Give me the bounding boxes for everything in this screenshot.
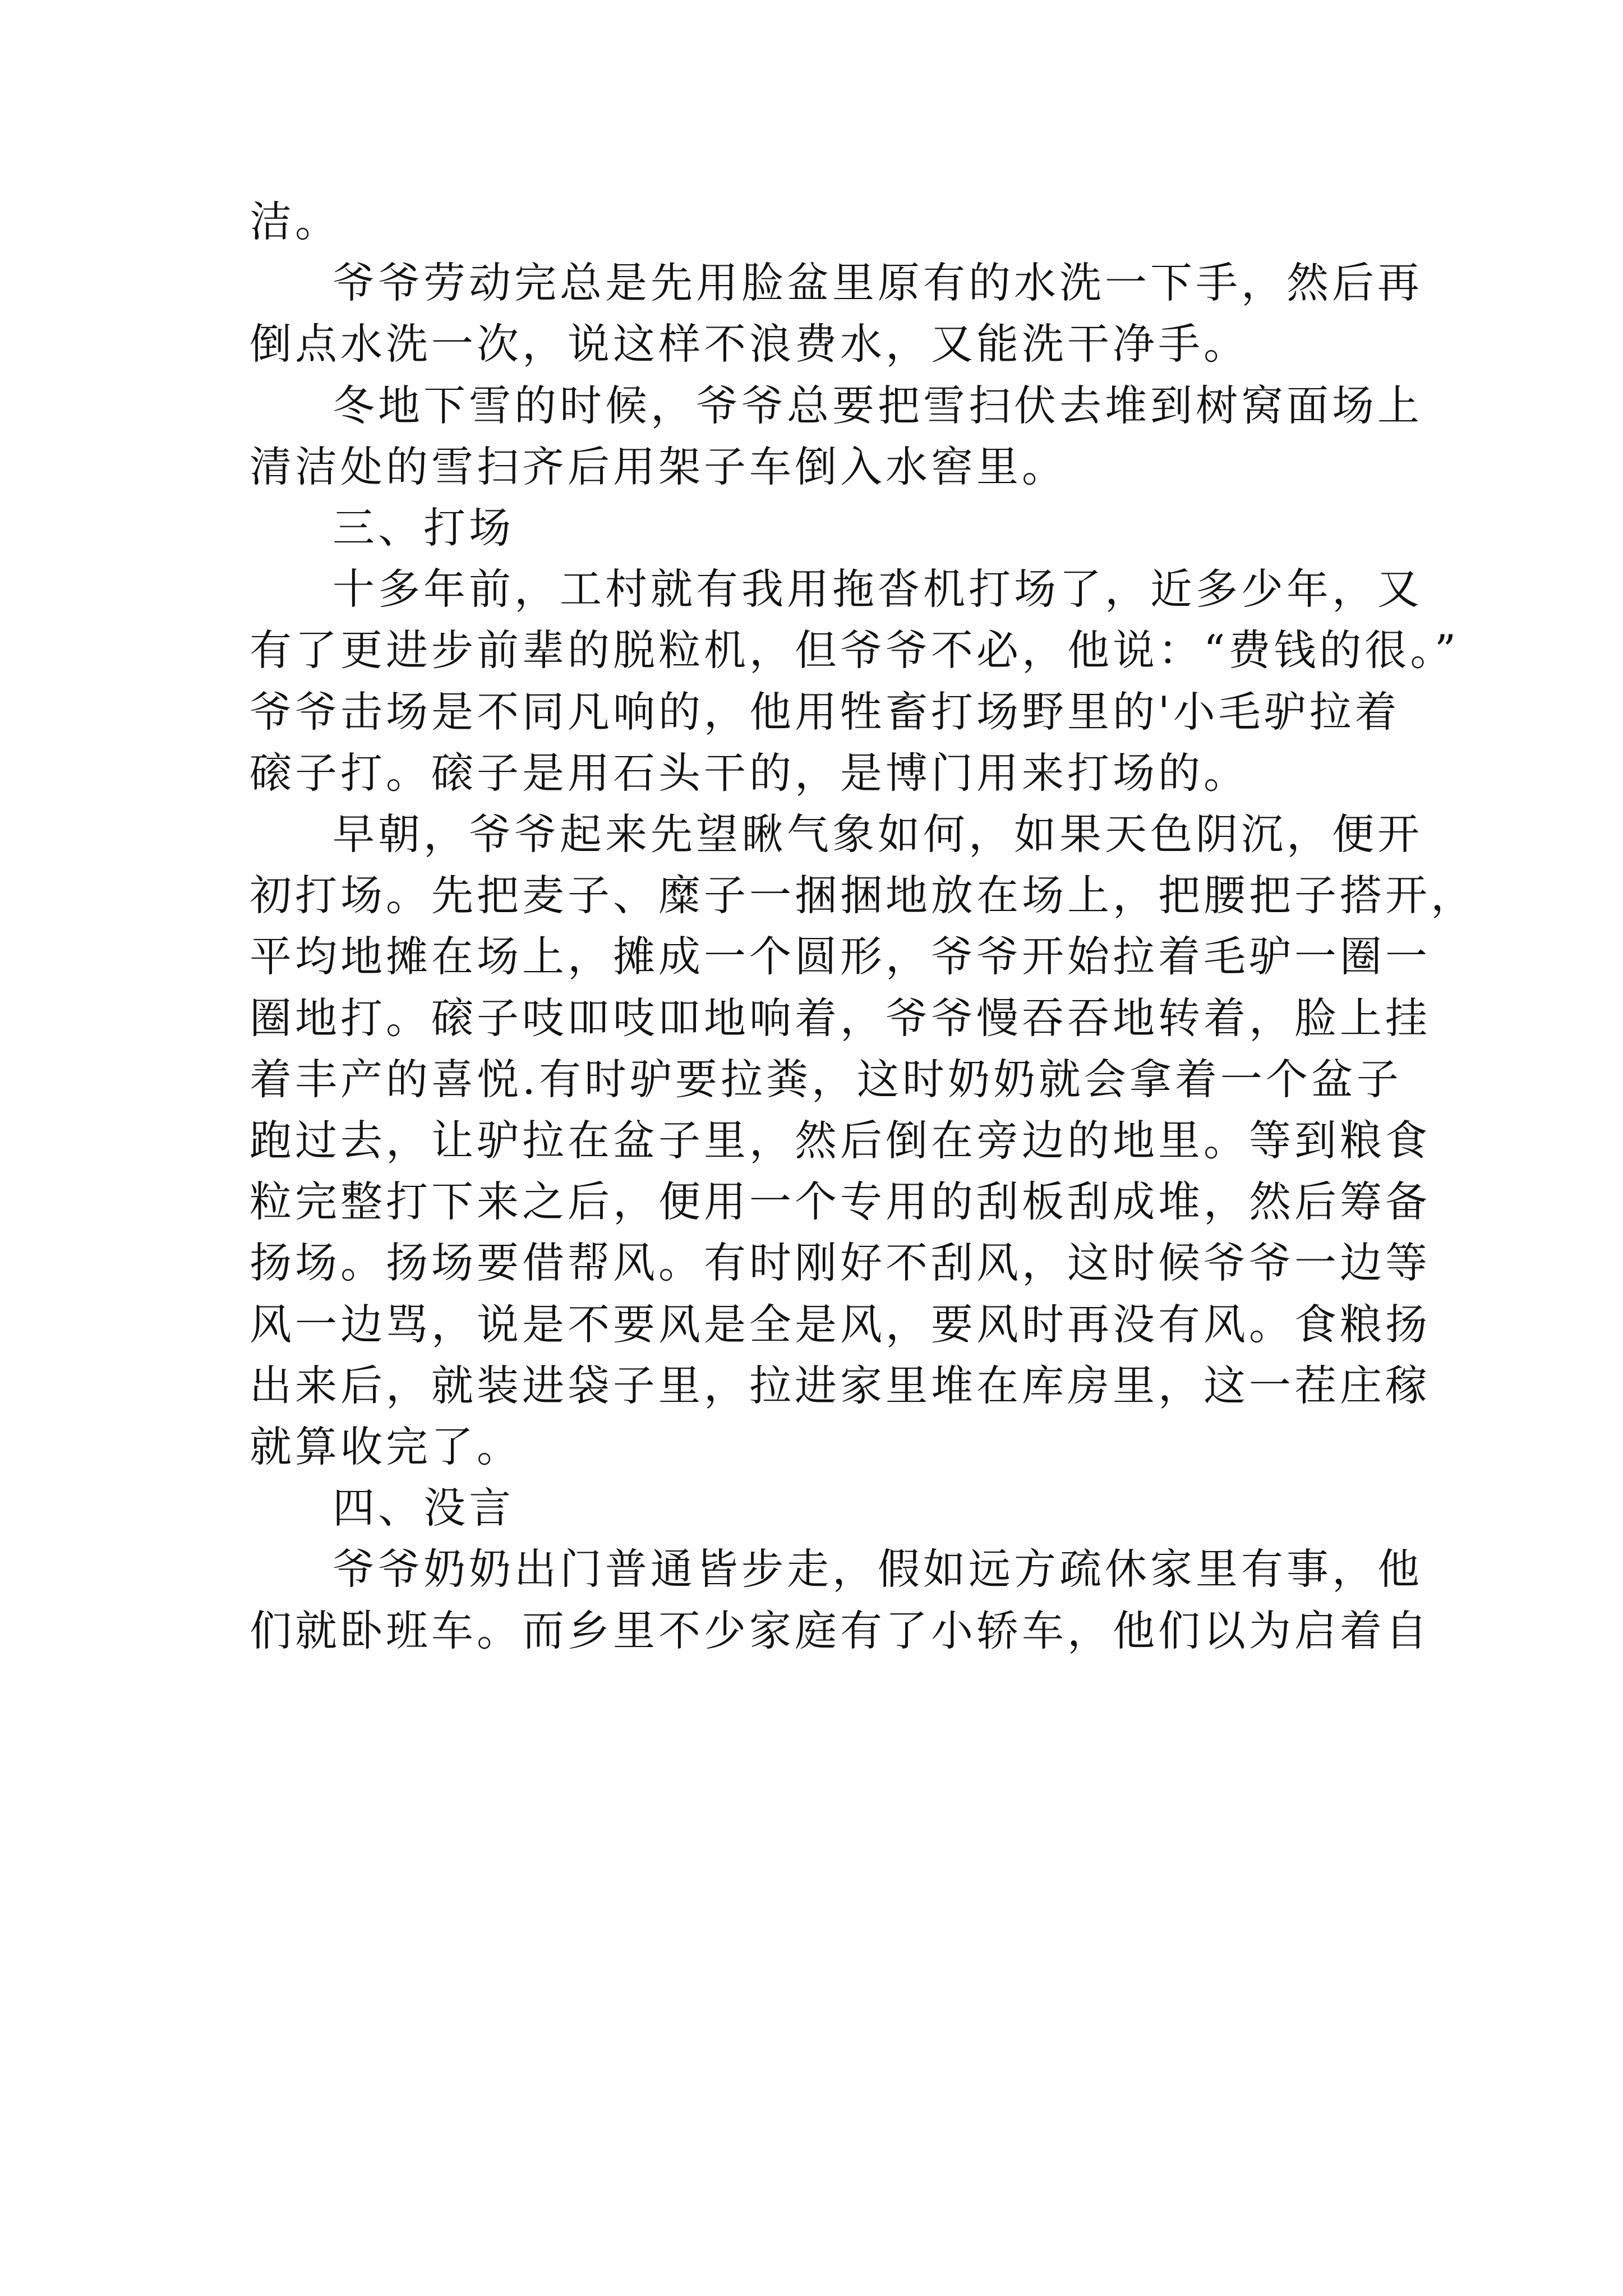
text-line: 有了更进步前辈的脱粒机，但爷爷不必，他说：“费钱的很。” (250, 625, 1460, 675)
text-line: 三、打场 (333, 503, 515, 553)
text-line: 就算收完了。 (250, 1422, 523, 1471)
text-line: 圈地打。磙子吱吅吱吅地响着，爷爷慢吞吞地转着，脸上挂 (250, 993, 1431, 1043)
text-line: 倒点水洗一次，说这样不浪费水，又能洗干净手。 (250, 319, 1249, 369)
text-line: 冬地下雪的时候，爷爷总要把雪扫伏去堆到树窝面场上 (333, 380, 1423, 430)
text-line: 扬场。扬场要借帮风。有时刚好不刮风，这时候爷爷一边等 (250, 1238, 1431, 1288)
text-line: 出来后，就装进袋子里，拉进家里堆在库房里，这一茬庄稼 (250, 1360, 1431, 1410)
text-line: 洁。 (250, 197, 341, 246)
text-line: 四、没言 (333, 1483, 515, 1533)
text-line: 平均地摊在场上，摊成一个圆形，爷爷开始拉着毛驴一圈一 (250, 932, 1431, 982)
text-line: 十多年前，工村就有我用拖沓机打场了，近多少年，又 (333, 564, 1423, 614)
text-line: 着丰产的喜悦.有时驴要拉粪，这时奶奶就会拿着一个盆子 (250, 1054, 1402, 1104)
text-line: 跑过去，让驴拉在盆子里，然后倒在旁边的地里。等到粮食 (250, 1116, 1431, 1165)
text-line: 初打场。先把麦子、糜子一捆捆地放在场上，把腰把子搭开， (250, 871, 1477, 921)
text-line: 爷爷奶奶出门普通皆步走，假如远方疏休家里有事，他 (333, 1544, 1423, 1594)
text-line: 磙子打。磙子是用石头干的，是博门用来打场的。 (250, 748, 1249, 798)
text-line: 爷爷击场是不同凡响的，他用牲畜打场野里的'小毛驴拉着 (250, 687, 1400, 737)
text-line: 粒完整打下来之后，便用一个专用的刮板刮成堆，然后筹备 (250, 1177, 1431, 1227)
text-line: 清洁处的雪扫齐后用架子车倒入水窖里。 (250, 441, 1068, 491)
text-line: 风一边骂，说是不要风是全是风，要风时再没有风。食粮扬 (250, 1299, 1431, 1349)
text-line: 早朝，爷爷起来先望瞅气象如何，如果天色阴沉，便开 (333, 809, 1423, 859)
text-line: 们就卧班车。而乡里不少家庭有了小轿车，他们以为启着自 (250, 1605, 1431, 1655)
text-line: 爷爷劳动完总是先用脸盆里原有的水洗一下手，然后再 (333, 258, 1423, 308)
